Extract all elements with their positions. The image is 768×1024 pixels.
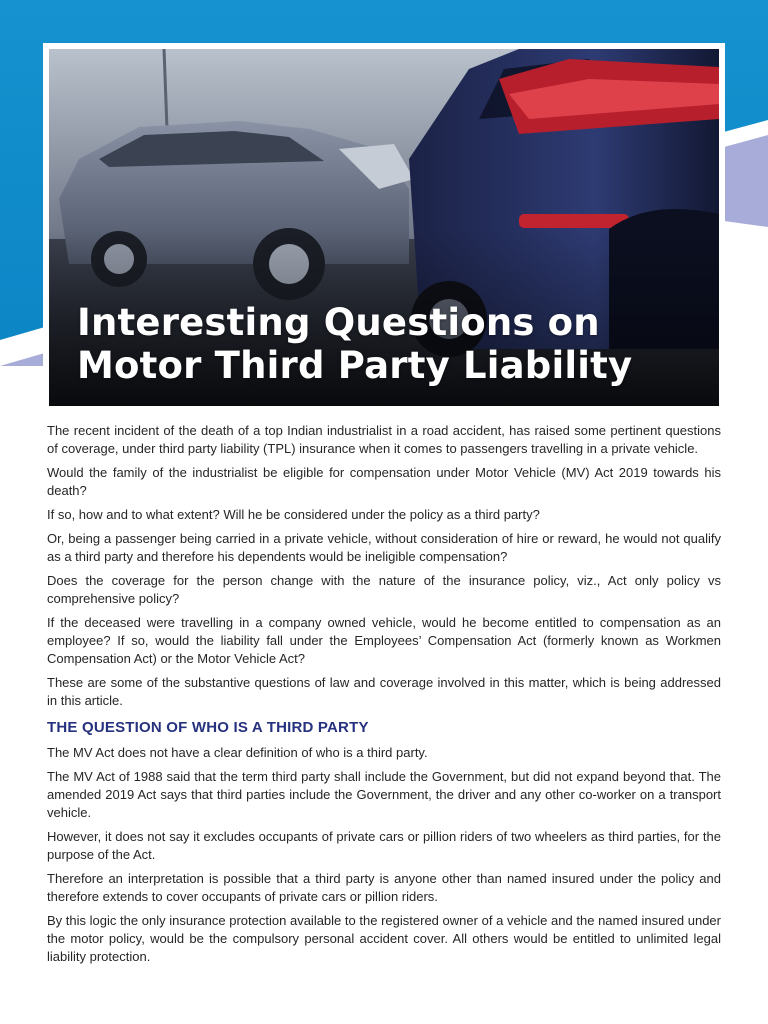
paragraph: By this logic the only insurance protection available to the registered owner of a vehicle and the named insured under the motor policy, would be the compulsory personal accident cover. All others would be entitled to unlimited legal liability protection. <box>47 913 721 964</box>
hero-frame <box>43 43 725 412</box>
section-heading: THE QUESTION OF WHO IS A THIRD PARTY <box>47 719 369 736</box>
paragraph: These are some of the substantive questions of law and coverage involved in this matter, which is being addressed in this article. <box>47 675 721 708</box>
title-line-2: Motor Third Party Liability <box>77 344 633 387</box>
paragraph: Therefore an interpretation is possible that a third party is anyone other than named insured under the policy and therefore extends to cover occupants of private cars or pillion riders. <box>47 871 721 904</box>
paragraph: However, it does not say it excludes occupants of private cars or pillion riders of two wheelers as third parties, for the purpose of the Act. <box>47 829 721 862</box>
paragraph: If so, how and to what extent? Will he be considered under the policy as a third party? <box>47 507 540 522</box>
article-body <box>47 422 721 972</box>
paragraph: Would the family of the industrialist be eligible for compensation under Motor Vehicle (MV) Act 2019 towards his death? <box>47 465 721 498</box>
decorative-accent-left <box>0 352 48 366</box>
title-line-1: Interesting Questions on <box>77 301 600 344</box>
paragraph: The MV Act does not have a clear definition of who is a third party. <box>47 745 428 760</box>
paragraph: Does the coverage for the person change with the nature of the insurance policy, viz., Act only policy vs comprehensive policy? <box>47 573 721 606</box>
paragraph: If the deceased were travelling in a company owned vehicle, would he become entitled to compensation as an employee? If so, would the liability fall under the Employees’ Compensation Act (formerly known as Workmen Compensation Act) or the Motor Vehicle Act? <box>47 615 721 666</box>
paragraph: The recent incident of the death of a top Indian industrialist in a road accident, has raised some pertinent questions of coverage, under third party liability (TPL) insurance when it comes to passengers travelling in a private vehicle. <box>47 423 721 456</box>
paragraph: The MV Act of 1988 said that the term third party shall include the Government, but did not expand beyond that. The amended 2019 Act says that third parties include the Government, the driver and any other co-worker on a transport vehicle. <box>47 769 721 820</box>
decorative-accent-right <box>724 135 768 227</box>
paragraph: Or, being a passenger being carried in a private vehicle, without consideration of hire or reward, he would not qualify as a third party and therefore his dependents would be ineligible compensation? <box>47 531 721 564</box>
hero-image-car-crash <box>49 49 719 406</box>
page-title <box>77 301 697 387</box>
